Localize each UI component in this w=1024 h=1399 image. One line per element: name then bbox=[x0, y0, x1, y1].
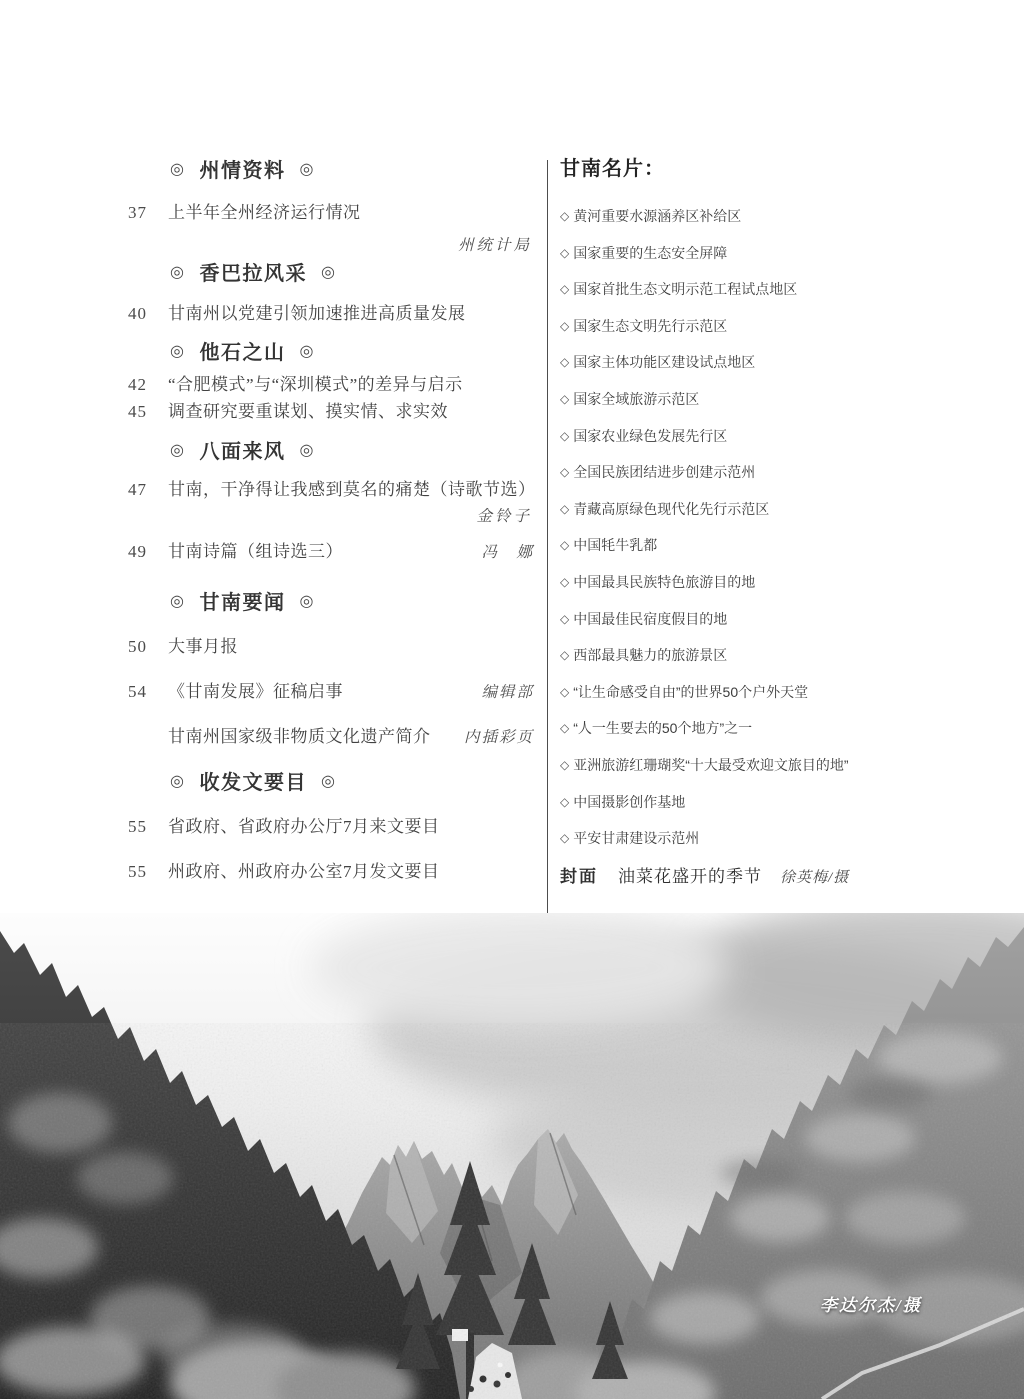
diamond-icon: ◇ bbox=[560, 758, 570, 772]
namecard-item-text: 中国最具民族特色旅游目的地 bbox=[573, 574, 756, 590]
section-heading-label: 八面来风 bbox=[199, 441, 286, 463]
namecard-column bbox=[560, 0, 1000, 913]
article-title: 上半年全州经济运行情况 bbox=[168, 203, 361, 222]
namecard-item bbox=[560, 279, 797, 299]
namecard-item bbox=[560, 243, 727, 263]
ring-icon: ◎ bbox=[170, 441, 186, 459]
section-heading bbox=[170, 336, 315, 365]
ring-icon: ◎ bbox=[320, 263, 337, 281]
page-number: 54 bbox=[128, 682, 147, 701]
diamond-icon: ◇ bbox=[560, 209, 570, 223]
diamond-icon: ◇ bbox=[560, 465, 570, 479]
namecard-item-text: 国家重要的生态安全屏障 bbox=[573, 245, 728, 261]
namecard-item-text: 国家生态文明先行示范区 bbox=[573, 318, 728, 334]
namecard-item bbox=[560, 426, 727, 446]
diamond-icon: ◇ bbox=[560, 685, 570, 699]
ring-icon: ◎ bbox=[320, 772, 337, 790]
column-divider-line bbox=[547, 160, 548, 913]
toc-entry bbox=[128, 812, 542, 837]
section-heading-label: 香巴拉风采 bbox=[199, 263, 307, 285]
namecard-item bbox=[560, 609, 727, 629]
page-number: 49 bbox=[128, 542, 147, 561]
article-author: 冯 娜 bbox=[481, 544, 534, 561]
namecard-item bbox=[560, 645, 727, 665]
diamond-icon: ◇ bbox=[560, 575, 570, 589]
namecard-item-text: 国家农业绿色发展先行区 bbox=[573, 428, 728, 444]
toc-entry bbox=[128, 299, 542, 324]
toc-entry bbox=[128, 475, 542, 500]
section-heading bbox=[170, 766, 336, 795]
namecard-item bbox=[560, 316, 727, 336]
cover-caption bbox=[560, 862, 849, 887]
diamond-icon: ◇ bbox=[560, 502, 570, 516]
namecard-item bbox=[560, 352, 755, 372]
diamond-icon: ◇ bbox=[560, 355, 570, 369]
section-heading-label: 州情资料 bbox=[199, 160, 286, 182]
diamond-icon: ◇ bbox=[560, 319, 570, 333]
page-number: 47 bbox=[128, 480, 147, 499]
page-number: 37 bbox=[128, 203, 147, 222]
section-heading-label: 他石之山 bbox=[199, 342, 286, 364]
toc-entry bbox=[128, 397, 542, 422]
toc-entry bbox=[128, 198, 542, 223]
cover-title: 油菜花盛开的季节 bbox=[618, 867, 762, 886]
namecard-item bbox=[560, 718, 752, 738]
namecard-item bbox=[560, 462, 755, 482]
page-number: 40 bbox=[128, 304, 147, 323]
page-number: 55 bbox=[128, 817, 147, 836]
cover-photo bbox=[0, 913, 1024, 1399]
section-heading-label: 甘南要闻 bbox=[199, 592, 286, 614]
diamond-icon: ◇ bbox=[560, 648, 570, 662]
diamond-icon: ◇ bbox=[560, 538, 570, 552]
toc-entry bbox=[128, 722, 542, 747]
article-title: 甘南州国家级非物质文化遗产简介 bbox=[168, 727, 431, 746]
section-heading bbox=[170, 586, 315, 615]
namecard-item-text: “让生命感受自由”的世界50个户外天堂 bbox=[573, 684, 809, 700]
namecard-item bbox=[560, 755, 849, 775]
ring-icon: ◎ bbox=[170, 772, 186, 790]
section-heading bbox=[170, 435, 315, 464]
toc-entry bbox=[128, 537, 542, 562]
article-title: 《甘南发展》征稿启事 bbox=[168, 682, 343, 701]
ring-icon: ◎ bbox=[170, 342, 186, 360]
namecard-item-text: 西部最具魅力的旅游景区 bbox=[573, 647, 728, 663]
ring-icon: ◎ bbox=[299, 441, 315, 459]
diamond-icon: ◇ bbox=[560, 392, 570, 406]
toc-entry bbox=[128, 677, 542, 702]
namecard-item bbox=[560, 535, 657, 555]
section-heading bbox=[170, 154, 315, 183]
toc-left-column bbox=[128, 0, 542, 913]
page-number: 55 bbox=[128, 862, 147, 881]
article-title: “合肥模式”与“深圳模式”的差异与启示 bbox=[168, 375, 463, 394]
namecard-item-text: 国家首批生态文明示范工程试点地区 bbox=[573, 281, 798, 297]
toc-entry bbox=[128, 370, 542, 395]
namecard-item bbox=[560, 499, 769, 519]
article-title: 省政府、省政府办公厅7月来文要目 bbox=[168, 817, 440, 836]
toc-entry bbox=[128, 632, 542, 657]
article-author: 编辑部 bbox=[481, 684, 534, 701]
namecard-item-text: 黄河重要水源涵养区补给区 bbox=[573, 208, 742, 224]
namecard-item-text: 国家全域旅游示范区 bbox=[573, 391, 700, 407]
diamond-icon: ◇ bbox=[560, 246, 570, 260]
namecard-item-text: 平安甘肃建设示范州 bbox=[573, 830, 700, 846]
namecard-item-text: 全国民族团结进步创建示范州 bbox=[573, 464, 756, 480]
namecard-item-text: 中国摄影创作基地 bbox=[573, 794, 686, 810]
article-author: 州统计局 bbox=[457, 237, 532, 254]
ring-icon: ◎ bbox=[299, 592, 315, 610]
diamond-icon: ◇ bbox=[560, 612, 570, 626]
toc-entry bbox=[128, 857, 542, 882]
namecard-item bbox=[560, 828, 699, 848]
page-number: 42 bbox=[128, 375, 147, 394]
article-title: 大事月报 bbox=[168, 637, 238, 656]
section-heading-label: 收发文要目 bbox=[199, 772, 307, 794]
page-number: 45 bbox=[128, 402, 147, 421]
section-heading bbox=[170, 257, 336, 286]
cover-photographer: 徐英梅/摄 bbox=[780, 870, 850, 886]
diamond-icon: ◇ bbox=[560, 429, 570, 443]
diamond-icon: ◇ bbox=[560, 282, 570, 296]
ring-icon: ◎ bbox=[299, 160, 315, 178]
article-title: 州政府、州政府办公室7月发文要目 bbox=[168, 862, 440, 881]
namecard-item bbox=[560, 682, 808, 702]
diamond-icon: ◇ bbox=[560, 831, 570, 845]
namecard-item-text: 青藏高原绿色现代化先行示范区 bbox=[573, 501, 770, 517]
article-title: 甘南州以党建引领加速推进高质量发展 bbox=[168, 304, 466, 323]
ring-icon: ◎ bbox=[170, 263, 186, 281]
ring-icon: ◎ bbox=[170, 160, 186, 178]
ring-icon: ◎ bbox=[299, 342, 315, 360]
namecard-item-text: 国家主体功能区建设试点地区 bbox=[573, 354, 756, 370]
page-number: 50 bbox=[128, 637, 147, 656]
article-title: 甘南，干净得让我感到莫名的痛楚（诗歌节选） bbox=[168, 480, 536, 499]
valley-photo-art bbox=[0, 913, 1024, 1399]
cover-label: 封面 bbox=[560, 867, 598, 886]
diamond-icon: ◇ bbox=[560, 795, 570, 809]
namecard-title: 甘南名片： bbox=[560, 158, 665, 180]
namecard-item bbox=[560, 389, 699, 409]
namecard-item-text: “人一生要去的50个地方”之一 bbox=[573, 720, 753, 736]
namecard-item-text: 中国牦牛乳都 bbox=[573, 537, 658, 553]
ring-icon: ◎ bbox=[170, 592, 186, 610]
namecard-item bbox=[560, 206, 741, 226]
namecard-item-text: 亚洲旅游红珊瑚奖“十大最受欢迎文旅目的地” bbox=[573, 757, 849, 773]
article-title: 甘南诗篇（组诗选三） bbox=[168, 542, 343, 561]
namecard-item-text: 中国最佳民宿度假目的地 bbox=[573, 611, 728, 627]
article-author: 金铃子 bbox=[476, 508, 532, 525]
diamond-icon: ◇ bbox=[560, 721, 570, 735]
photo-credit: 李达尔杰/摄 bbox=[820, 1296, 922, 1315]
article-title: 调查研究要重谋划、摸实情、求实效 bbox=[168, 402, 448, 421]
namecard-item bbox=[560, 572, 755, 592]
namecard-item bbox=[560, 792, 685, 812]
article-author: 内插彩页 bbox=[463, 729, 534, 746]
